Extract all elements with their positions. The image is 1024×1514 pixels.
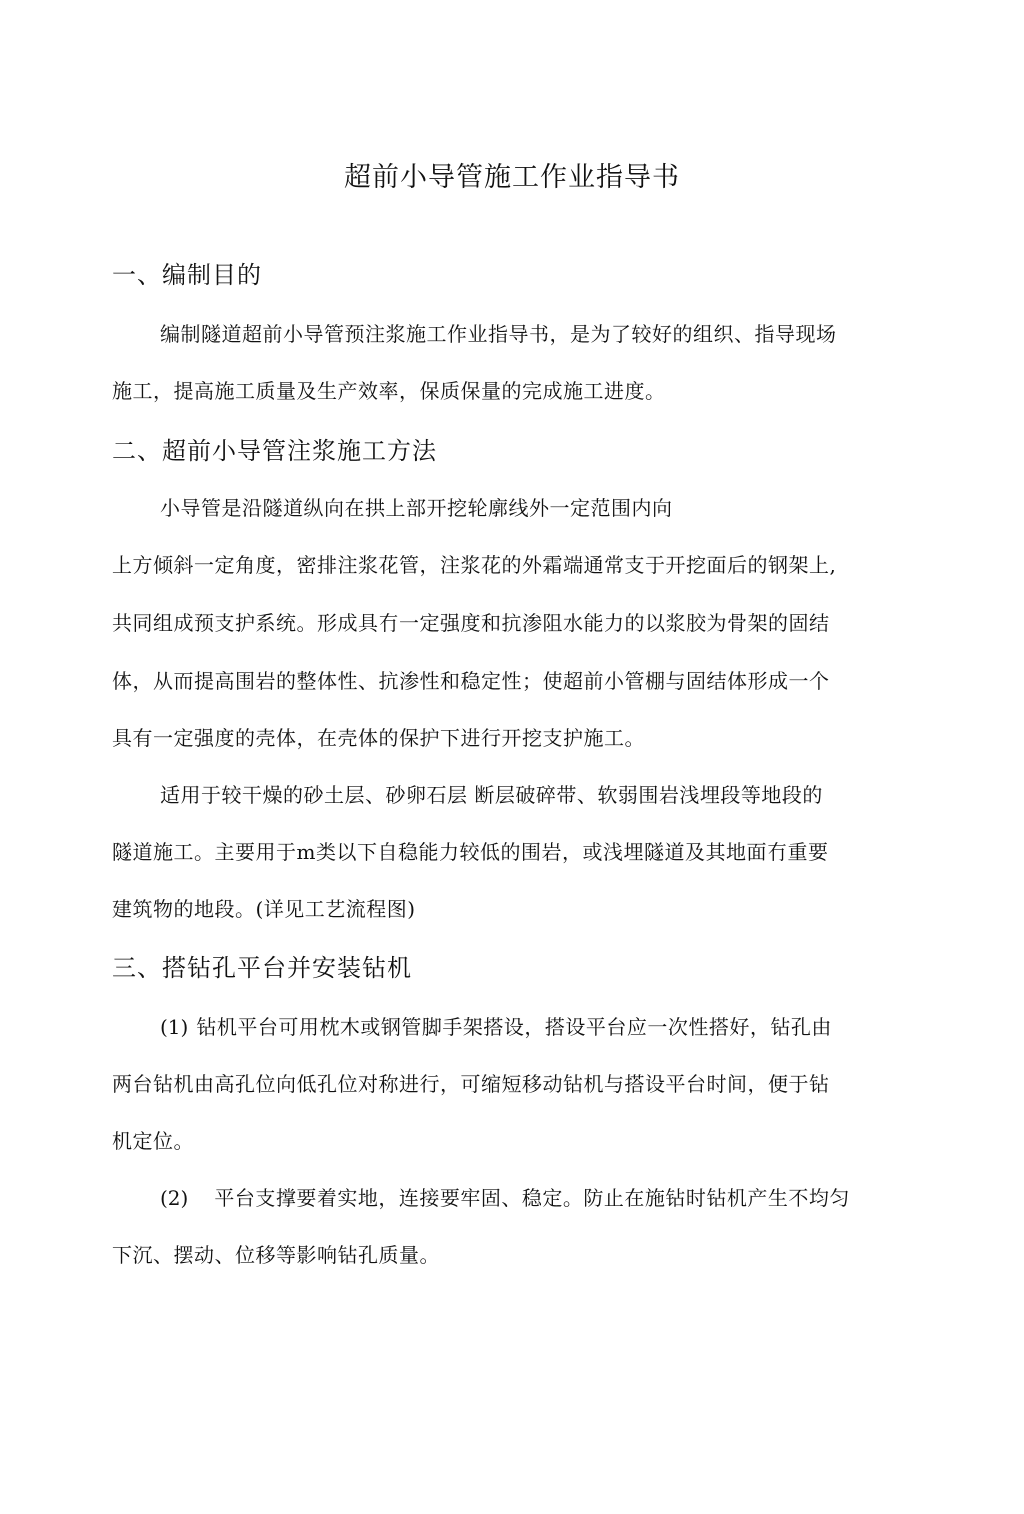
paragraph-line: 体，从而提高围岩的整体性、抗渗性和稳定性；使超前小管棚与固结体形成一个: [112, 669, 830, 693]
paragraph-line: 施工，提高施工质量及生产效率，保质保量的完成施工进度。: [112, 379, 666, 403]
document-title: 超前小导管施工作业指导书: [344, 162, 680, 193]
paragraph-line: 上方倾斜一定角度，密排注浆花管，注浆花的外霜端通常支于开挖面后的钢架上,: [112, 553, 837, 577]
paragraph-line: 具有一定强度的壳体，在壳体的保护下进行开挖支护施工。: [112, 726, 645, 750]
paragraph-line: 建筑物的地段。(详见工艺流程图): [112, 897, 416, 921]
paragraph-line: 两台钻机由高孔位向低孔位对称进行，可缩短移动钻机与搭设平台时间，便于钻: [112, 1072, 830, 1096]
paragraph-line: 隧道施工。主要用于m类以下自稳能力较低的围岩，或浅埋隧道及其地面冇重要: [112, 840, 829, 864]
list-item-1-first-line: [160, 1012, 832, 1042]
section-heading-purpose: 一、编制目的: [112, 261, 262, 289]
paragraph-line: 机定位。: [112, 1129, 194, 1153]
paragraph-line: 编制隧道超前小导管预注浆施工作业指导书，是为了较好的组织、指导现场: [160, 322, 837, 346]
paragraph-line: 适用于较干燥的砂土层、砂卵石层 断层破碎带、软弱围岩浅埋段等地段的: [160, 783, 823, 807]
list-item-number: (2): [160, 1186, 189, 1210]
paragraph-line: 共同组成预支护系统。形成具冇一定强度和抗渗阻水能力的以浆胶为骨架的固结: [112, 611, 830, 635]
paragraph-line: 下沉、摆动、位移等影响钻孔质量。: [112, 1243, 440, 1267]
paragraph-line: 钻机平台可用枕木或钢管脚手架搭设，搭设平台应一次性搭好，钻孔由: [196, 1015, 832, 1039]
paragraph-line: 平台支撑要着实地，连接要牢固、稳定。防止在施钻时钻机产生不均匀: [214, 1186, 850, 1210]
list-item-2-first-line: [160, 1183, 850, 1213]
list-item-number: (1): [160, 1015, 189, 1039]
section-heading-method: 二、超前小导管注浆施工方法: [112, 437, 437, 465]
paragraph-line: 小导管是沿隧道纵向在拱上部开挖轮廓线外一定范围内向: [160, 496, 673, 520]
section-heading-drilling-platform: 三、搭钻孔平台并安装钻机: [112, 954, 412, 982]
